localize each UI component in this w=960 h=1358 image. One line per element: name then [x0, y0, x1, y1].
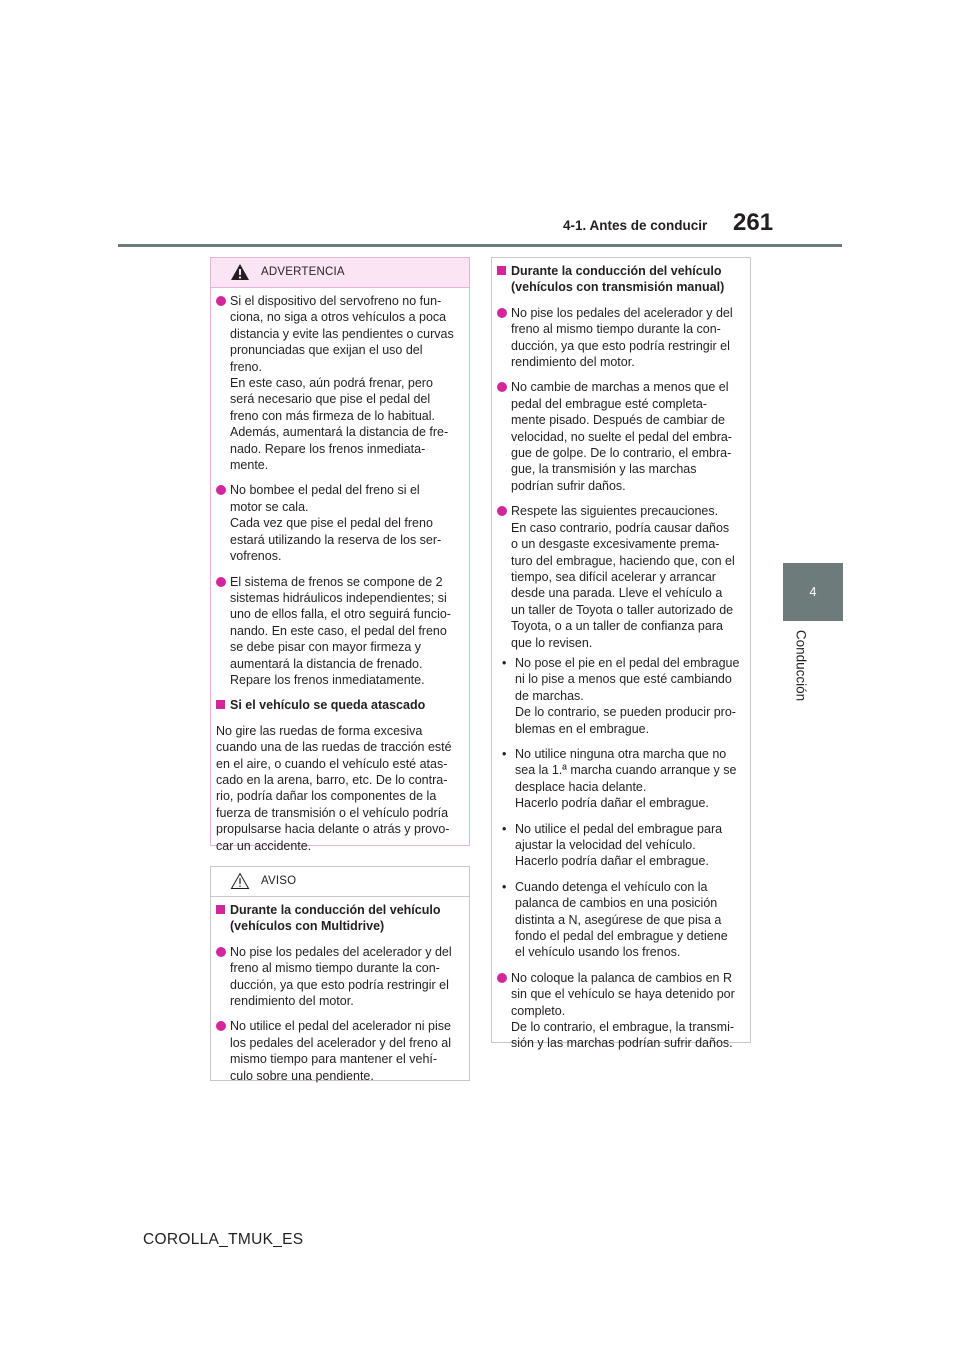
text-line: distancia y evite las pendientes o curvas [230, 326, 454, 341]
text-line: de marchas. [515, 688, 584, 703]
text-line: vofrenos. [230, 549, 282, 564]
text-line: freno. [230, 359, 262, 374]
small-bullet-icon: • [502, 655, 507, 670]
bullet-icon [497, 382, 507, 392]
section-heading: 4-1. Antes de conducir [563, 218, 708, 233]
text-line: turo del embrague, haciendo que, con el [511, 553, 735, 568]
bullet-icon [497, 506, 507, 516]
text-line: mismo tiempo para mantener el vehí- [230, 1052, 438, 1067]
text-line: propulsarse hacia delante o atrás y provo- [216, 822, 450, 837]
bullet-icon [497, 973, 507, 983]
warning-box [210, 257, 470, 853]
sub-item [497, 746, 742, 812]
bullet-icon [216, 1021, 226, 1031]
manual-item [497, 503, 742, 651]
text-line: freno con más firmeza de lo habitual. [230, 408, 435, 423]
text-line: cuando una de las ruedas de tracción esté [216, 740, 452, 755]
warning-item [216, 482, 461, 564]
warning-triangle-icon [230, 263, 250, 281]
chapter-label-text: Conducción [793, 629, 809, 702]
text-line: sistemas hidráulicos independientes; si [230, 590, 447, 605]
text-line: rendimiento del motor. [511, 355, 635, 370]
notice-box [210, 866, 470, 1081]
text-line: blemas en el embrague. [515, 721, 650, 736]
text-line: Si el dispositivo del servofreno no fun- [230, 294, 442, 308]
bullet-icon [216, 296, 226, 306]
text-line: desplace hacia delante. [515, 779, 647, 794]
text-line: tiempo, sea difícil acelerar y arrancar [511, 569, 716, 584]
text-line: rendimiento del motor. [230, 994, 354, 1009]
sub-item [497, 879, 742, 961]
manual-transmission-box [491, 257, 751, 1051]
text-line: ni lo pise a menos que esté cambiando [515, 672, 732, 687]
text-line: uno de ellos falla, el otro seguirá funcio- [230, 607, 451, 622]
text-line: será necesario que pise el pedal del [230, 392, 431, 407]
text-line: No gire las ruedas de forma excesiva [216, 723, 423, 738]
text-line: un taller de Toyota o taller autorizado de [511, 602, 734, 617]
chapter-label [793, 626, 809, 706]
text-line: mente pisado. Después de cambiar de [511, 413, 726, 428]
text-line: (vehículos con Multidrive) [230, 919, 385, 934]
bullet-icon [497, 308, 507, 318]
text-line: los pedales del acelerador y del freno al [230, 1035, 451, 1050]
text-line: pedal del embrague esté completa- [511, 396, 707, 411]
text-line: Repare los frenos inmediatamente. [230, 672, 425, 687]
notice-box-header [211, 867, 469, 897]
notice-title: AVISO [261, 875, 297, 887]
text-line: ducción, ya que esto podría restringir el [511, 338, 730, 353]
square-bullet-icon [497, 266, 506, 275]
text-line: distinta a N, asegúrese de que pisa a [515, 912, 722, 927]
manual-item [497, 305, 742, 371]
bullet-icon [216, 947, 226, 957]
text-line: el vehículo usando los frenos. [515, 945, 681, 960]
text-line: se debe pisar con mayor firmeza y [230, 640, 422, 655]
notice-item [216, 1018, 461, 1084]
small-bullet-icon: • [502, 879, 507, 894]
text-line: No pose el pie en el pedal del embrague [515, 655, 740, 670]
text-line: Cuando detenga el vehículo con la [515, 879, 708, 894]
caution-triangle-outline-icon [230, 872, 250, 890]
text-line: En este caso, aún podrá frenar, pero [230, 376, 433, 391]
text-line: ducción, ya que esto podría restringir el [230, 977, 449, 992]
text-line: desde una parada. Lleve el vehículo a [511, 586, 723, 601]
text-line: De lo contrario, se pueden producir pro- [515, 705, 736, 720]
text-line: culo sobre una pendiente. [230, 1068, 374, 1083]
square-bullet-icon [216, 905, 225, 914]
text-line: rio, podría dañar los componentes de la [216, 789, 437, 804]
text-line: Durante la conducción del vehículo [511, 264, 722, 278]
text-line: El sistema de frenos se compone de 2 [230, 574, 443, 589]
text-line: Toyota, o a un taller de confianza para [511, 619, 723, 634]
text-line: motor se cala. [230, 499, 309, 514]
chapter-tab[interactable]: 4 [783, 563, 843, 621]
text-line: pronunciadas que exijan el uso del [230, 343, 423, 358]
text-line: nando. En este caso, el pedal del freno [230, 623, 447, 638]
manual-item [497, 379, 742, 494]
bullet-icon [216, 485, 226, 495]
section-title [497, 263, 742, 296]
text-line: mente. [230, 458, 269, 473]
text-line: Si el vehículo se queda atascado [230, 698, 426, 713]
text-line: freno al mismo tiempo durante la con- [511, 322, 721, 337]
text-line: No utilice ninguna otra marcha que no [515, 746, 727, 761]
section-title [216, 697, 461, 713]
manual-item [497, 970, 742, 1052]
small-bullet-icon: • [502, 821, 507, 836]
text-line: ciona, no siga a otros vehículos a poca [230, 310, 447, 325]
text-line: No pise los pedales del acelerador y del [511, 305, 733, 320]
bullet-icon [216, 577, 226, 587]
square-bullet-icon [216, 700, 225, 709]
text-line: velocidad, no suelte el pedal del embra- [511, 429, 732, 444]
text-line: gue, la transmisión y las marchas [511, 462, 697, 477]
text-line: No bombee el pedal del freno si el [230, 483, 420, 498]
page-number: 261 [733, 209, 774, 236]
sub-item [497, 821, 742, 870]
warning-item [216, 574, 461, 689]
footer-model-code: COROLLA_TMUK_ES [143, 1231, 304, 1248]
text-line: Hacerlo podría dañar el embrague. [515, 796, 709, 811]
header-divider [118, 244, 842, 247]
text-line: Hacerlo podría dañar el embrague. [515, 854, 709, 869]
sub-item [497, 655, 742, 737]
text-line: sión y las marchas podrían sufrir daños. [511, 1036, 733, 1051]
small-bullet-icon: • [502, 746, 507, 761]
text-line: podrían sufrir daños. [511, 478, 626, 493]
text-line: cado en la arena, barro, etc. De lo contra- [216, 772, 448, 787]
text-line: en el aire, o cuando el vehículo esté atas- [216, 756, 448, 771]
text-line: completo. [511, 1003, 566, 1018]
text-line: gue de golpe. De lo contrario, el embra- [511, 446, 732, 461]
text-line: Cada vez que pise el pedal del freno [230, 516, 433, 531]
text-line: sin que el vehículo se haya detenido por [511, 987, 735, 1002]
text-line: Respete las siguientes precauciones. [511, 504, 719, 519]
text-line: De lo contrario, el embrague, la transmi- [511, 1020, 735, 1035]
notice-item [216, 944, 461, 1010]
text-line: No coloque la palanca de cambios en R [511, 970, 732, 985]
text-line: car un accidente. [216, 838, 312, 853]
section-paragraph [216, 723, 461, 854]
text-line: Además, aumentará la distancia de fre- [230, 425, 449, 440]
warning-title: ADVERTENCIA [261, 266, 345, 278]
text-line: No cambie de marchas a menos que el [511, 380, 729, 395]
text-line: Durante la conducción del vehículo [230, 903, 441, 917]
text-line: ajustar la velocidad del vehículo. [515, 838, 696, 852]
text-line: (vehículos con transmisión manual) [511, 280, 725, 295]
text-line: En caso contrario, podría causar daños [511, 520, 730, 535]
text-line: aumentará la distancia de frenado. [230, 656, 423, 671]
text-line: No pise los pedales del acelerador y del [230, 944, 452, 959]
text-line: nado. Repare los frenos inmediata- [230, 441, 426, 456]
warning-item [216, 293, 461, 473]
text-line: fuerza de transmisión o el vehículo podría [216, 805, 449, 820]
text-line: No utilice el pedal del acelerador ni pise [230, 1019, 451, 1034]
text-line: palanca de cambios en una posición [515, 896, 718, 911]
text-line: sea la 1.ª marcha cuando arranque y se [515, 763, 737, 778]
warning-box-header [211, 258, 469, 288]
text-line: fondo el pedal del embrague y detiene [515, 929, 728, 944]
text-line: o un desgaste excesivamente prema- [511, 537, 720, 552]
text-line: No utilice el pedal del embrague para [515, 821, 723, 836]
text-line: estará utilizando la reserva de los ser- [230, 532, 442, 547]
text-line: que lo revisen. [511, 635, 593, 650]
text-line: freno al mismo tiempo durante la con- [230, 961, 440, 976]
section-title [216, 902, 461, 935]
